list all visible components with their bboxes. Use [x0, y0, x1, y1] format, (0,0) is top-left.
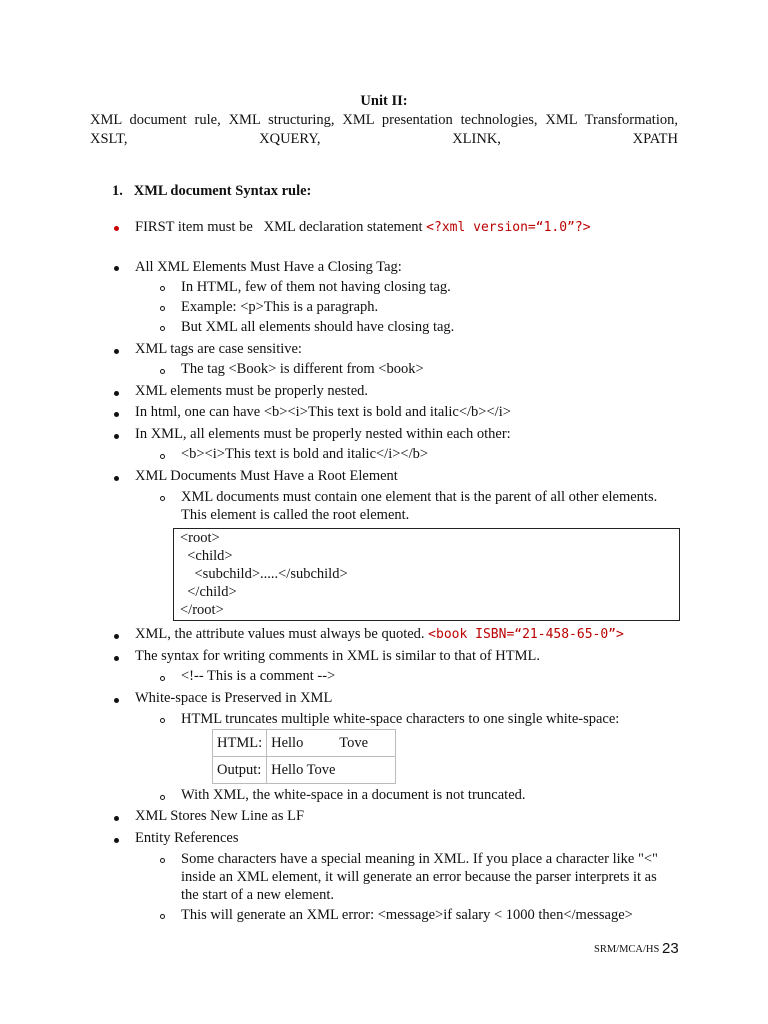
- sub-list-item: HTML truncates multiple white-space characters to one single white-space:: [181, 711, 620, 727]
- sub-bullet-icon: [160, 326, 165, 331]
- sub-list-item-continued: inside an XML element, it will generate an error because the parser interprets it as: [181, 869, 657, 885]
- sub-bullet-icon: [160, 496, 165, 501]
- sub-bullet-icon: [160, 858, 165, 863]
- table-cell-label: HTML:: [213, 730, 267, 757]
- bullet-icon: [114, 266, 119, 271]
- bullet-icon: [114, 434, 119, 439]
- whitespace-example-table: [212, 729, 396, 784]
- sub-list-item: <!-- This is a comment -->: [181, 668, 336, 684]
- section-heading: 1. XML document Syntax rule:: [112, 183, 312, 199]
- sub-list-item-continued: This element is called the root element.: [181, 507, 410, 523]
- sub-list-item: But XML all elements should have closing tag.: [181, 319, 455, 335]
- sub-bullet-icon: [160, 454, 165, 459]
- sub-list-item: The tag <Book> is different from <book>: [181, 361, 424, 377]
- code-line: <root>: [180, 530, 220, 546]
- page-number: 23: [662, 940, 679, 957]
- bullet-icon: [114, 349, 119, 354]
- sub-list-item: With XML, the white-space in a document is not truncated.: [181, 787, 526, 803]
- list-item: The syntax for writing comments in XML is similar to that of HTML.: [135, 648, 541, 664]
- sub-list-item: Some characters have a special meaning in XML. If you place a character like "<": [181, 851, 658, 867]
- sub-bullet-icon: [160, 306, 165, 311]
- sub-list-item-continued: the start of a new element.: [181, 887, 334, 903]
- sub-bullet-icon: [160, 795, 165, 800]
- sub-list-item: Example: <p>This is a paragraph.: [181, 299, 379, 315]
- sub-bullet-icon: [160, 286, 165, 291]
- list-item: [135, 626, 624, 643]
- sub-list-item: This will generate an XML error: <message>if salary < 1000 then</message>: [181, 907, 633, 923]
- bullet-icon: [114, 838, 119, 843]
- unit-topics: XML document rule, XML structuring, XML presentation technologies, XML Transformation, XSLT, XQUERY, XLINK, XPATH: [90, 112, 678, 147]
- bullet-icon: [114, 391, 119, 396]
- bullet-icon: [114, 634, 119, 639]
- xml-declaration-code: <?xml version=“1.0”?>: [426, 220, 591, 235]
- table-row: [213, 757, 396, 784]
- list-item: In html, one can have <b><i>This text is bold and italic</b></i>: [135, 404, 511, 420]
- list-item: Entity References: [135, 830, 239, 846]
- list-item: All XML Elements Must Have a Closing Tag:: [135, 259, 402, 275]
- bullet-icon: [114, 226, 119, 231]
- bullet-icon: [114, 476, 119, 481]
- page-title: Unit II:: [360, 93, 408, 109]
- bullet-icon: [114, 816, 119, 821]
- item-text: FIRST item must be XML declaration statement: [135, 219, 427, 235]
- bullet-icon: [114, 412, 119, 417]
- sub-list-item: XML documents must contain one element that is the parent of all other elements.: [181, 489, 658, 505]
- code-line: </root>: [180, 602, 224, 618]
- sub-list-item: <b><i>This text is bold and italic</i></b>: [181, 446, 429, 462]
- table-row: [213, 730, 396, 757]
- code-line: </child>: [180, 584, 237, 600]
- list-item: XML tags are case sensitive:: [135, 341, 302, 357]
- list-item: XML Documents Must Have a Root Element: [135, 468, 398, 484]
- sub-bullet-icon: [160, 718, 165, 723]
- table-cell-value: Hello Tove: [267, 757, 396, 784]
- sub-bullet-icon: [160, 369, 165, 374]
- sub-list-item: In HTML, few of them not having closing tag.: [181, 279, 451, 295]
- list-item: White-space is Preserved in XML: [135, 690, 333, 706]
- code-line: <child>: [180, 548, 233, 564]
- footer-label: SRM/MCA/HS: [594, 944, 660, 955]
- list-item: XML elements must be properly nested.: [135, 383, 369, 399]
- table-cell-label: Output:: [213, 757, 267, 784]
- root-example-code-box: [173, 528, 680, 621]
- bullet-icon: [114, 656, 119, 661]
- bullet-icon: [114, 698, 119, 703]
- item-text: XML, the attribute values must always be quoted.: [135, 626, 429, 642]
- attribute-example-code: <book ISBN=“21-458-65-0”>: [428, 627, 624, 642]
- list-item: In XML, all elements must be properly nested within each other:: [135, 426, 511, 442]
- sub-bullet-icon: [160, 676, 165, 681]
- list-item: XML Stores New Line as LF: [135, 808, 305, 824]
- sub-bullet-icon: [160, 914, 165, 919]
- code-line: <subchild>.....</subchild>: [180, 566, 348, 582]
- table-cell-value: Hello Tove: [267, 730, 396, 757]
- list-item: [135, 219, 591, 236]
